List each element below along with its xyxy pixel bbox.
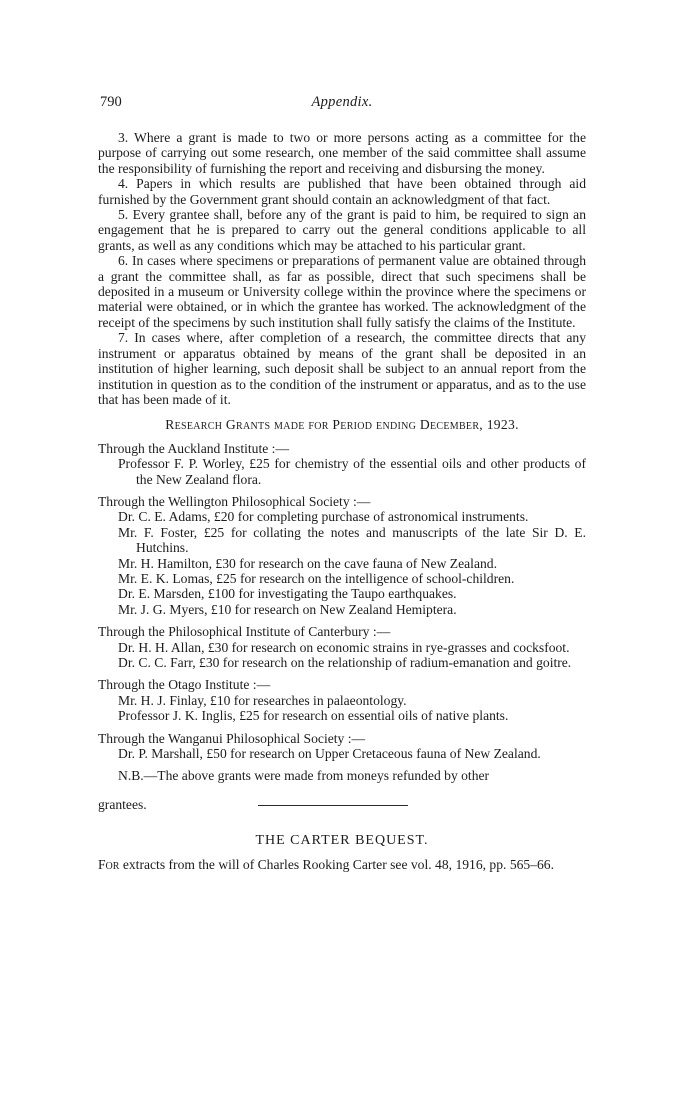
- bequest-first-word: For: [98, 857, 120, 873]
- running-title: Appendix.: [311, 94, 373, 110]
- grant-entry: Mr. H. Hamilton, £30 for research on the cave fauna of New Zealand.: [118, 555, 497, 571]
- institution-block: [98, 731, 586, 762]
- rule-paragraph-3: 3. Where a grant is made to two or more persons acting as a committee for the purpose of carrying out some research, one member of the said committee shall assume the responsibility of furnishing the report and receiving and disbursing the money.: [98, 130, 586, 176]
- grant-entry: Professor J. K. Inglis, £25 for research on essential oils of native plants.: [118, 708, 509, 724]
- institution-block: [98, 624, 586, 670]
- grants-heading: Research Grants made for Period ending December, 1923.: [165, 417, 519, 433]
- page-number: 790: [100, 94, 122, 110]
- institution-intro: Through the Wellington Philosophical Society :—: [98, 493, 371, 509]
- page-body: [98, 130, 586, 873]
- institution-block: [98, 677, 586, 723]
- grant-entry: Dr. H. H. Allan, £30 for research on economic strains in rye-grasses and cocksfoot.: [118, 639, 570, 655]
- grant-entry: Dr. C. E. Adams, £20 for completing purchase of astronomical instruments.: [118, 509, 529, 525]
- bequest-heading: THE CARTER BEQUEST.: [255, 832, 429, 848]
- grant-entry: Professor F. P. Worley, £25 for chemistry of the essential oils and other products of the New Zealand flora.: [118, 456, 586, 487]
- institution-block: [98, 494, 586, 617]
- grants-note-tail-text: grantees.: [98, 797, 147, 813]
- bequest-text: extracts from the will of Charles Rooking Carter see vol. 48, 1916, pp. 565–66.: [119, 857, 554, 873]
- section-divider: [258, 805, 408, 806]
- grant-entry: Mr. F. Foster, £25 for collating the notes and manuscripts of the late Sir D. E. Hutchins.: [118, 524, 586, 556]
- rule-paragraph-5: 5. Every grantee shall, before any of the grant is paid to him, be required to sign an engagement that he is prepared to carry out the general conditions applicable to all grants, as well as any conditions which may be attached to his particular grant.: [98, 207, 586, 253]
- grant-entry: Mr. J. G. Myers, £10 for research on New Zealand Hemiptera.: [118, 601, 457, 617]
- grants-note: N.B.—The above grants were made from moneys refunded by other: [118, 768, 490, 784]
- rule-paragraph-7: 7. In cases where, after completion of a research, the committee directs that any instrument or apparatus obtained by means of the grant shall be deposited in an institution of higher learning, such deposit shall be subject to an annual report from the institution in question as to the condition of the instrument or apparatus, and as to the use that has been made of it.: [98, 330, 586, 407]
- bequest-paragraph: [98, 857, 586, 872]
- grant-entry: Mr. E. K. Lomas, £25 for research on the intelligence of school-children.: [118, 570, 515, 586]
- institution-intro: Through the Wanganui Philosophical Society :—: [98, 730, 366, 746]
- institution-block: [98, 441, 586, 487]
- institution-intro: Through the Otago Institute :—: [98, 677, 271, 693]
- grant-entry: Dr. P. Marshall, £50 for research on Upper Cretaceous fauna of New Zealand.: [118, 746, 541, 762]
- grant-entry: Mr. H. J. Finlay, £10 for researches in palaeontology.: [118, 692, 407, 708]
- institution-intro: Through the Philosophical Institute of Canterbury :—: [98, 624, 391, 640]
- rule-paragraph-6: 6. In cases where specimens or preparations of permanent value are obtained through a grant the committee shall, as far as possible, direct that such specimens shall be deposited in a museum or University college within the province where the specimens or material were obtained, or in which the grantee has worked. The acknowledgment of the receipt of the specimens by such institution shall fully satisfy the claims of the Institute.: [98, 253, 586, 330]
- institution-intro: Through the Auckland Institute :—: [98, 440, 290, 456]
- running-head: [100, 94, 584, 116]
- rule-paragraph-4: 4. Papers in which results are published that have been obtained through aid furnished by the Government grant should contain an acknowledgment of that fact.: [98, 176, 586, 207]
- grant-entry: Dr. E. Marsden, £100 for investigating the Taupo earthquakes.: [118, 586, 457, 602]
- grant-entry: Dr. C. C. Farr, £30 for research on the relationship of radium-emanation and goitre.: [118, 655, 572, 670]
- grants-note-tail: [98, 797, 586, 812]
